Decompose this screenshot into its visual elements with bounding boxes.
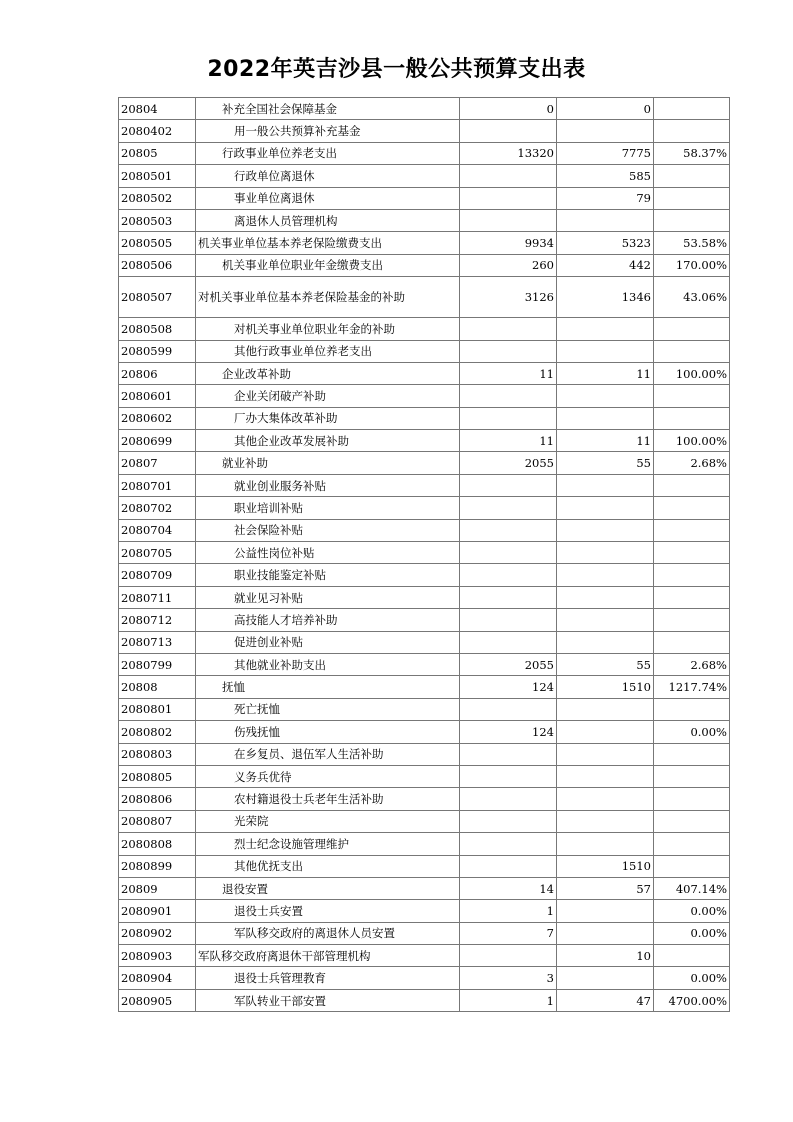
row-code: 2080705	[119, 542, 196, 564]
row-budget-value: 11	[460, 362, 557, 384]
row-actual-value: 585	[557, 165, 654, 187]
row-code: 20808	[119, 676, 196, 698]
row-percent	[654, 98, 730, 120]
row-budget-value: 14	[460, 877, 557, 899]
row-code: 2080601	[119, 385, 196, 407]
row-budget-value: 2055	[460, 653, 557, 675]
row-code: 2080799	[119, 653, 196, 675]
row-percent	[654, 165, 730, 187]
row-code: 2080808	[119, 833, 196, 855]
row-actual-value	[557, 631, 654, 653]
row-budget-value	[460, 743, 557, 765]
row-code: 2080711	[119, 586, 196, 608]
table-row	[119, 254, 730, 276]
table-row	[119, 765, 730, 787]
row-budget-value	[460, 765, 557, 787]
row-actual-value	[557, 810, 654, 832]
table-row	[119, 900, 730, 922]
table-row	[119, 430, 730, 452]
row-name: 其他就业补助支出	[196, 653, 460, 675]
row-percent	[654, 385, 730, 407]
row-actual-value: 7775	[557, 142, 654, 164]
row-actual-value	[557, 788, 654, 810]
row-actual-value: 79	[557, 187, 654, 209]
table-row	[119, 564, 730, 586]
row-code: 20807	[119, 452, 196, 474]
row-actual-value	[557, 497, 654, 519]
row-name: 伤残抚恤	[196, 721, 460, 743]
table-row	[119, 833, 730, 855]
row-budget-value	[460, 833, 557, 855]
row-code: 2080902	[119, 922, 196, 944]
row-percent	[654, 810, 730, 832]
row-name: 军队移交政府的离退休人员安置	[196, 922, 460, 944]
table-row	[119, 698, 730, 720]
row-percent	[654, 340, 730, 362]
row-budget-value	[460, 187, 557, 209]
row-name: 死亡抚恤	[196, 698, 460, 720]
row-name: 就业见习补贴	[196, 586, 460, 608]
table-row	[119, 653, 730, 675]
row-percent	[654, 945, 730, 967]
row-code: 2080505	[119, 232, 196, 254]
row-code: 2080502	[119, 187, 196, 209]
row-code: 2080702	[119, 497, 196, 519]
row-actual-value: 0	[557, 98, 654, 120]
row-code: 2080801	[119, 698, 196, 720]
row-name: 退役安置	[196, 877, 460, 899]
table-row	[119, 945, 730, 967]
row-name: 其他行政事业单位养老支出	[196, 340, 460, 362]
row-actual-value: 47	[557, 989, 654, 1011]
table-row	[119, 98, 730, 120]
row-actual-value	[557, 120, 654, 142]
row-code: 2080709	[119, 564, 196, 586]
row-name: 厂办大集体改革补助	[196, 407, 460, 429]
row-budget-value: 3126	[460, 277, 557, 318]
row-actual-value	[557, 586, 654, 608]
row-actual-value: 55	[557, 653, 654, 675]
row-actual-value	[557, 743, 654, 765]
row-name: 行政单位离退休	[196, 165, 460, 187]
table-row	[119, 318, 730, 340]
row-code: 2080699	[119, 430, 196, 452]
row-percent: 170.00%	[654, 254, 730, 276]
row-percent	[654, 586, 730, 608]
row-percent	[654, 833, 730, 855]
row-budget-value: 124	[460, 721, 557, 743]
row-name: 离退休人员管理机构	[196, 209, 460, 231]
row-code: 20806	[119, 362, 196, 384]
row-percent: 0.00%	[654, 967, 730, 989]
row-code: 20809	[119, 877, 196, 899]
row-percent: 4700.00%	[654, 989, 730, 1011]
row-percent: 407.14%	[654, 877, 730, 899]
table-row	[119, 810, 730, 832]
row-code: 2080701	[119, 474, 196, 496]
row-budget-value: 7	[460, 922, 557, 944]
table-row	[119, 922, 730, 944]
row-budget-value: 13320	[460, 142, 557, 164]
row-actual-value	[557, 698, 654, 720]
row-budget-value	[460, 698, 557, 720]
table-row	[119, 277, 730, 318]
row-name: 社会保险补贴	[196, 519, 460, 541]
row-percent: 0.00%	[654, 900, 730, 922]
table-row	[119, 209, 730, 231]
row-actual-value	[557, 474, 654, 496]
row-actual-value: 1346	[557, 277, 654, 318]
row-percent	[654, 788, 730, 810]
row-name: 退役士兵管理教育	[196, 967, 460, 989]
row-percent: 43.06%	[654, 277, 730, 318]
row-code: 2080507	[119, 277, 196, 318]
row-name: 光荣院	[196, 810, 460, 832]
row-percent: 1217.74%	[654, 676, 730, 698]
row-percent	[654, 743, 730, 765]
row-percent	[654, 474, 730, 496]
row-budget-value	[460, 385, 557, 407]
row-budget-value	[460, 318, 557, 340]
row-budget-value	[460, 120, 557, 142]
row-code: 2080899	[119, 855, 196, 877]
row-name: 事业单位离退休	[196, 187, 460, 209]
row-code: 2080903	[119, 945, 196, 967]
row-budget-value	[460, 788, 557, 810]
row-actual-value	[557, 900, 654, 922]
row-actual-value: 442	[557, 254, 654, 276]
row-name: 公益性岗位补贴	[196, 542, 460, 564]
row-percent	[654, 564, 730, 586]
row-budget-value: 0	[460, 98, 557, 120]
row-budget-value	[460, 810, 557, 832]
table-row	[119, 855, 730, 877]
row-percent	[654, 765, 730, 787]
row-actual-value	[557, 721, 654, 743]
row-actual-value: 57	[557, 877, 654, 899]
row-code: 2080599	[119, 340, 196, 362]
row-budget-value: 260	[460, 254, 557, 276]
table-row	[119, 340, 730, 362]
row-actual-value: 5323	[557, 232, 654, 254]
row-code: 2080806	[119, 788, 196, 810]
row-name: 机关事业单位职业年金缴费支出	[196, 254, 460, 276]
row-name: 高技能人才培养补助	[196, 609, 460, 631]
row-actual-value	[557, 765, 654, 787]
row-budget-value	[460, 407, 557, 429]
row-code: 2080704	[119, 519, 196, 541]
row-budget-value	[460, 209, 557, 231]
table-row	[119, 452, 730, 474]
row-budget-value	[460, 564, 557, 586]
table-row	[119, 407, 730, 429]
row-actual-value	[557, 922, 654, 944]
row-name: 企业关闭破产补助	[196, 385, 460, 407]
table-row	[119, 232, 730, 254]
row-budget-value: 3	[460, 967, 557, 989]
row-actual-value: 10	[557, 945, 654, 967]
row-actual-value: 55	[557, 452, 654, 474]
row-actual-value	[557, 318, 654, 340]
row-percent	[654, 497, 730, 519]
row-actual-value	[557, 209, 654, 231]
row-name: 行政事业单位养老支出	[196, 142, 460, 164]
row-budget-value	[460, 497, 557, 519]
row-name: 义务兵优待	[196, 765, 460, 787]
row-percent: 100.00%	[654, 362, 730, 384]
row-code: 2080807	[119, 810, 196, 832]
row-code: 2080904	[119, 967, 196, 989]
table-row	[119, 497, 730, 519]
row-name: 用一般公共预算补充基金	[196, 120, 460, 142]
row-code: 2080602	[119, 407, 196, 429]
table-row	[119, 743, 730, 765]
row-name: 其他企业改革发展补助	[196, 430, 460, 452]
row-name: 对机关事业单位职业年金的补助	[196, 318, 460, 340]
row-percent	[654, 187, 730, 209]
row-percent: 53.58%	[654, 232, 730, 254]
row-name: 企业改革补助	[196, 362, 460, 384]
row-code: 2080712	[119, 609, 196, 631]
row-budget-value	[460, 609, 557, 631]
table-row	[119, 586, 730, 608]
table-row	[119, 165, 730, 187]
row-actual-value: 1510	[557, 855, 654, 877]
row-actual-value	[557, 564, 654, 586]
row-percent: 2.68%	[654, 653, 730, 675]
row-name: 促进创业补贴	[196, 631, 460, 653]
row-percent	[654, 120, 730, 142]
budget-table-body	[119, 98, 730, 1012]
row-actual-value: 11	[557, 430, 654, 452]
row-actual-value	[557, 542, 654, 564]
table-row	[119, 187, 730, 209]
row-actual-value	[557, 519, 654, 541]
row-budget-value	[460, 474, 557, 496]
row-percent	[654, 631, 730, 653]
row-name: 军队转业干部安置	[196, 989, 460, 1011]
table-row	[119, 721, 730, 743]
table-row	[119, 519, 730, 541]
row-actual-value: 1510	[557, 676, 654, 698]
table-row	[119, 631, 730, 653]
row-percent	[654, 542, 730, 564]
row-percent	[654, 407, 730, 429]
row-percent	[654, 609, 730, 631]
page-title: 2022年英吉沙县一般公共预算支出表	[207, 57, 586, 82]
table-row	[119, 877, 730, 899]
table-row	[119, 542, 730, 564]
table-row	[119, 967, 730, 989]
row-actual-value	[557, 385, 654, 407]
row-name: 就业创业服务补贴	[196, 474, 460, 496]
row-code: 2080402	[119, 120, 196, 142]
row-percent	[654, 519, 730, 541]
row-name: 退役士兵安置	[196, 900, 460, 922]
row-actual-value: 11	[557, 362, 654, 384]
row-budget-value	[460, 340, 557, 362]
row-name: 职业技能鉴定补贴	[196, 564, 460, 586]
budget-table	[118, 97, 730, 1012]
table-row	[119, 989, 730, 1011]
row-name: 其他优抚支出	[196, 855, 460, 877]
row-code: 2080803	[119, 743, 196, 765]
row-actual-value	[557, 609, 654, 631]
row-percent: 0.00%	[654, 721, 730, 743]
row-code: 2080901	[119, 900, 196, 922]
row-name: 补充全国社会保障基金	[196, 98, 460, 120]
row-budget-value: 124	[460, 676, 557, 698]
row-code: 2080503	[119, 209, 196, 231]
row-percent: 58.37%	[654, 142, 730, 164]
row-budget-value	[460, 855, 557, 877]
row-budget-value	[460, 519, 557, 541]
row-percent	[654, 855, 730, 877]
table-row	[119, 120, 730, 142]
table-row	[119, 609, 730, 631]
row-percent: 100.00%	[654, 430, 730, 452]
row-budget-value	[460, 631, 557, 653]
row-name: 烈士纪念设施管理维护	[196, 833, 460, 855]
row-code: 2080506	[119, 254, 196, 276]
row-name: 农村籍退役士兵老年生活补助	[196, 788, 460, 810]
row-code: 20804	[119, 98, 196, 120]
row-budget-value	[460, 542, 557, 564]
row-name: 抚恤	[196, 676, 460, 698]
table-row	[119, 676, 730, 698]
row-code: 2080501	[119, 165, 196, 187]
table-row	[119, 474, 730, 496]
row-code: 20805	[119, 142, 196, 164]
row-code: 2080805	[119, 765, 196, 787]
row-budget-value: 1	[460, 989, 557, 1011]
table-row	[119, 385, 730, 407]
row-code: 2080713	[119, 631, 196, 653]
row-name: 就业补助	[196, 452, 460, 474]
row-name: 机关事业单位基本养老保险缴费支出	[196, 232, 460, 254]
row-code: 2080905	[119, 989, 196, 1011]
row-budget-value: 11	[460, 430, 557, 452]
row-name: 军队移交政府离退休干部管理机构	[196, 945, 460, 967]
row-percent	[654, 698, 730, 720]
row-code: 2080802	[119, 721, 196, 743]
row-name: 对机关事业单位基本养老保险基金的补助	[196, 277, 460, 318]
row-name: 职业培训补贴	[196, 497, 460, 519]
row-actual-value	[557, 340, 654, 362]
row-actual-value	[557, 967, 654, 989]
row-budget-value: 2055	[460, 452, 557, 474]
table-row	[119, 788, 730, 810]
row-percent	[654, 209, 730, 231]
row-actual-value	[557, 833, 654, 855]
row-budget-value	[460, 165, 557, 187]
row-budget-value	[460, 586, 557, 608]
row-percent	[654, 318, 730, 340]
row-code: 2080508	[119, 318, 196, 340]
row-percent: 2.68%	[654, 452, 730, 474]
row-budget-value: 1	[460, 900, 557, 922]
row-budget-value	[460, 945, 557, 967]
row-percent: 0.00%	[654, 922, 730, 944]
table-row	[119, 362, 730, 384]
row-actual-value	[557, 407, 654, 429]
row-budget-value: 9934	[460, 232, 557, 254]
table-row	[119, 142, 730, 164]
row-name: 在乡复员、退伍军人生活补助	[196, 743, 460, 765]
